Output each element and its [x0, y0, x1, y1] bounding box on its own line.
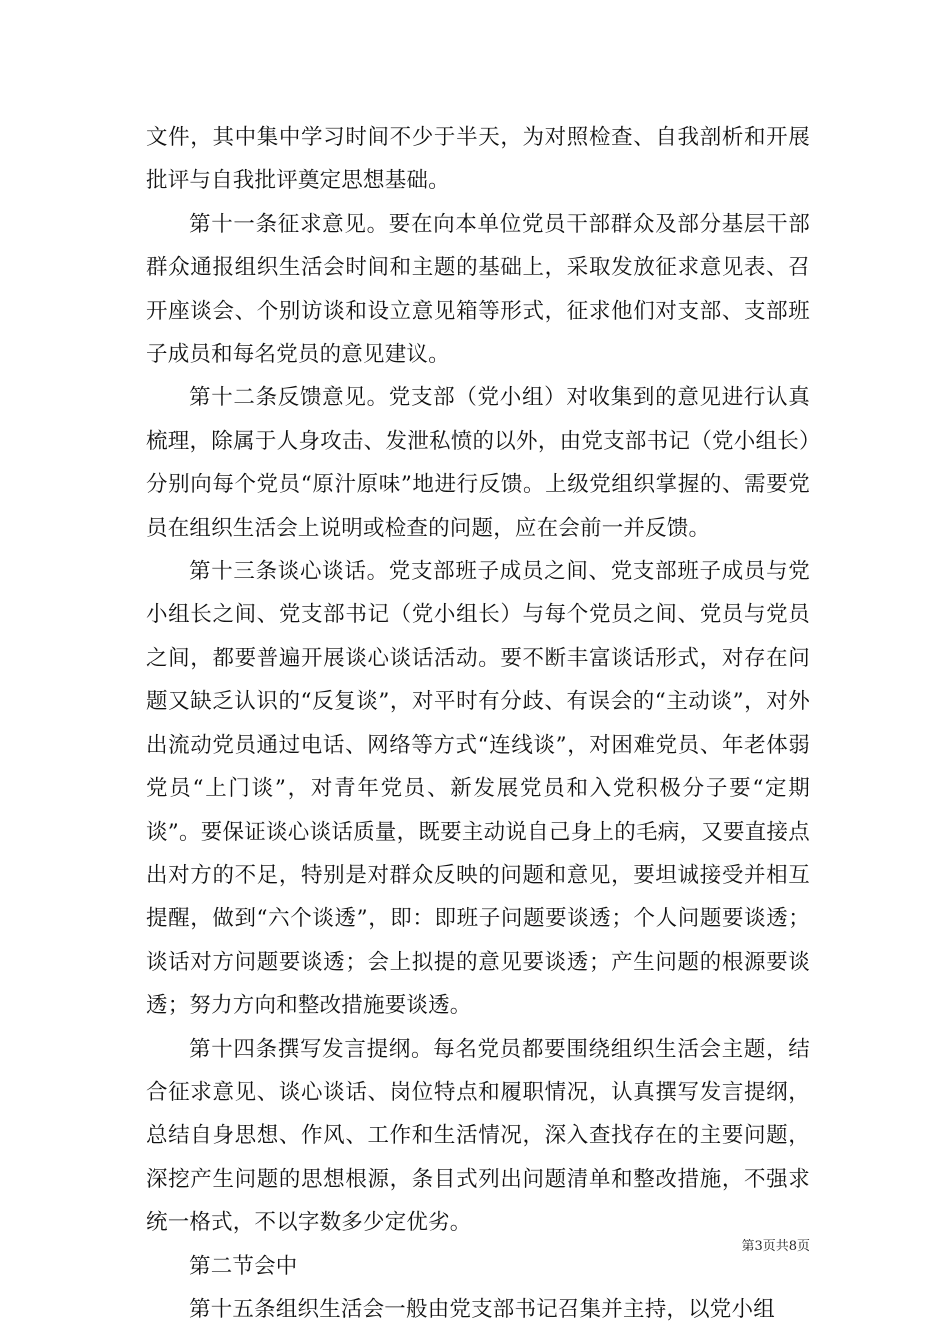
page-number: 第3页共8页	[741, 1239, 810, 1254]
document-body	[146, 116, 810, 1331]
paragraph-continuation: 文件，其中集中学习时间不少于半天，为对照检查、自我剖析和开展批评与自我批评奠定思想基础。	[146, 125, 810, 194]
paragraph-article-11: 第十一条征求意见。要在向本单位党员干部群众及部分基层干部群众通报组织生活会时间和主题的基础上，采取发放征求意见表、召开座谈会、个别访谈和设立意见箱等形式，征求他们对支部、支部班子成员和每名党员的意见建议。	[146, 211, 810, 368]
paragraph-article-12: 第十二条反馈意见。党支部（党小组）对收集到的意见进行认真梳理，除属于人身攻击、发泄私愤的以外，由党支部书记（党小组长）分别向每个党员“原汁原味”地进行反馈。上级党组织掌握的、需要党员在组织生活会上说明或检查的问题，应在会前一并反馈。	[146, 385, 810, 541]
section-heading: 第二节会中	[189, 1253, 298, 1279]
paragraph-article-13: 第十三条谈心谈话。党支部班子成员之间、党支部班子成员与党小组长之间、党支部书记（党小组长）与每个党员之间、党员与党员之间，都要普遍开展谈心谈话活动。要不断丰富谈话形式，对存在问题又缺乏认识的“反复谈”，对平时有分歧、有误会的“主动谈”，对外出流动党员通过电话、网络等方式“连线谈”，对困难党员、年老体弱党员“上门谈”，对青年党员、新发展党员和入党积极分子要“定期谈”。要保证谈心谈话质量，既要主动说自己身上的毛病，又要直接点出对方的不足，特别是对群众反映的问题和意见，要坦诚接受并相互提醒，做到“六个谈透”，即：即班子问题要谈透；个人问题要谈透；谈话对方问题要谈透；会上拟提的意见要谈透；产生问题的根源要谈透；努力方向和整改措施要谈透。	[146, 559, 810, 1019]
paragraph-article-14: 第十四条撰写发言提纲。每名党员都要围绕组织生活会主题，结合征求意见、谈心谈话、岗位特点和履职情况，认真撰写发言提纲，总结自身思想、作风、工作和生活情况，深入查找存在的主要问题，深挖产生问题的思想根源，条目式列出问题清单和整改措施，不强求统一格式，不以字数多少定优劣。	[146, 1036, 810, 1236]
paragraph-article-15: 第十五条组织生活会一般由党支部书记召集并主持，以党小组	[189, 1296, 775, 1322]
